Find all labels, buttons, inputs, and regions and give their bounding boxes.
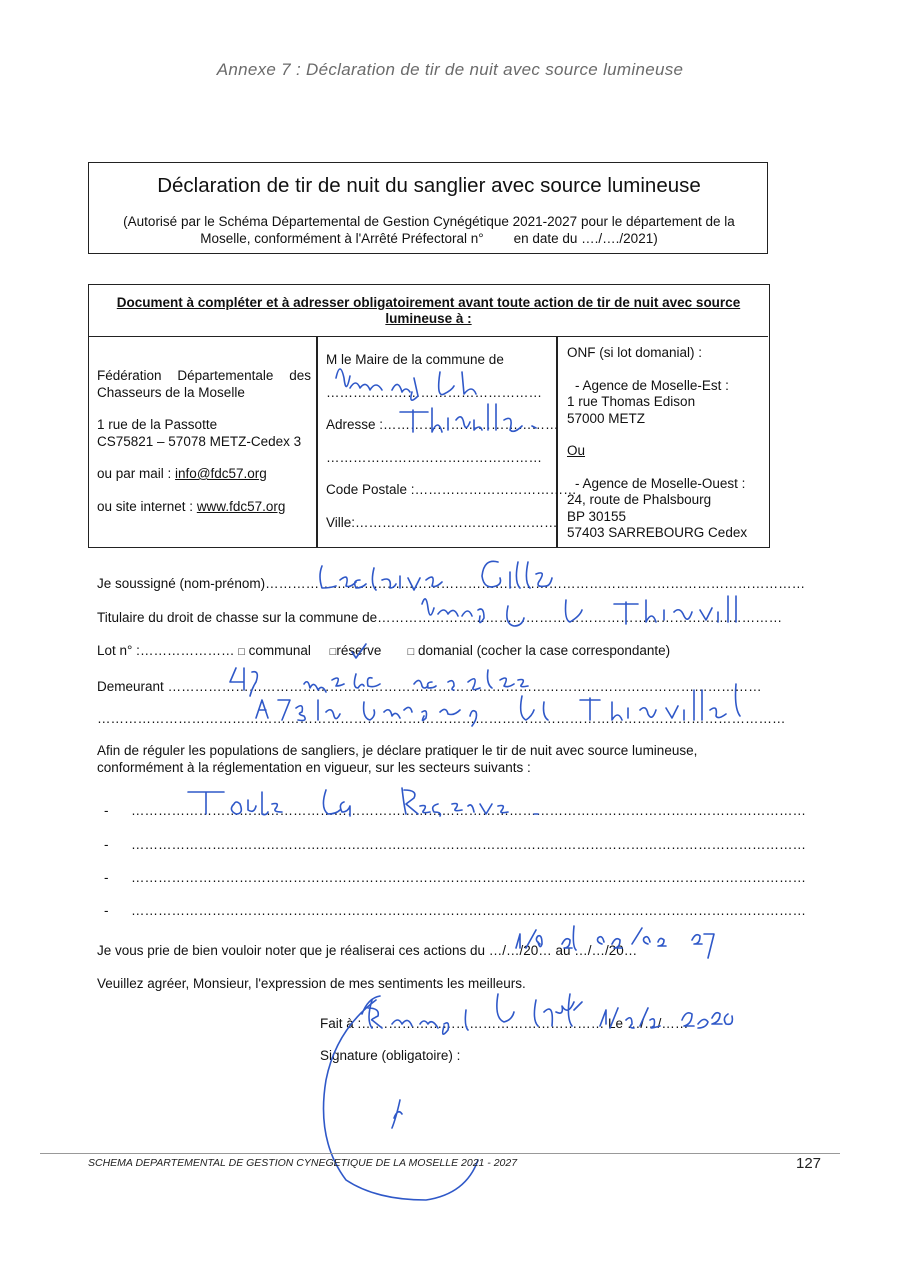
titulaire-dots: ………………………………………………………………………………: [377, 610, 783, 625]
communal-label: communal: [248, 643, 311, 658]
handwritten-commune: [336, 369, 476, 400]
handwritten-commune-2: [400, 404, 536, 432]
subtitle-line-1: (Autorisé par le Schéma Départemental de Gestion Cynégétique 2021-2027 pour le département de la: [123, 214, 735, 229]
signature-label: Signature (obligatoire) :: [320, 1048, 461, 1063]
cp-label: Code Postale :: [326, 482, 415, 497]
form-title: Déclaration de tir de nuit du sanglier avec source lumineuse: [157, 174, 701, 197]
onf-est-line-2: 1 rue Thomas Edison: [567, 394, 696, 409]
demeurant-line-2[interactable]: ………………………………………………………………………………………………………………………………………: [97, 711, 786, 726]
onf-ouest-line-2: 24, route de Phalsbourg: [567, 492, 712, 507]
demeurant-label: Demeurant: [97, 679, 164, 694]
site-prefix: ou site internet :: [97, 498, 197, 514]
reserve-checkmark: [352, 644, 366, 658]
handwritten-address-2: [256, 684, 740, 726]
reserve-label: réserve: [336, 643, 382, 658]
lot-dots[interactable]: …………………: [139, 643, 235, 658]
subtitle-line-2: Moselle, conformément à l'Arrêté Préfectoral n° en date du …./…./2021): [200, 231, 658, 246]
demeurant-dots: ……………………………………………………………………………………………………………………: [167, 679, 762, 694]
mairie-commune-field[interactable]: …………………………………………: [326, 384, 542, 400]
fdc-line-2: Chasseurs de la Moselle: [97, 384, 245, 400]
handwritten-date-signed: [600, 1008, 732, 1028]
soussigne-dots: …………………………………………………………………………………………………………: [265, 576, 806, 591]
adresse-dots: …………………………………: [383, 417, 559, 432]
dates-label: Je vous prie de bien vouloir noter que je réaliserai ces actions du: [97, 943, 485, 958]
sector-dash: -: [104, 803, 109, 818]
ville-label: Ville:: [326, 514, 356, 530]
checkbox-communal[interactable]: □: [238, 646, 245, 658]
mail-link[interactable]: info@fdc57.org: [175, 466, 267, 481]
intro-line-2: conformément à la réglementation en vigueur, sur les secteurs suivants :: [97, 760, 531, 775]
mail-prefix: ou par mail :: [97, 466, 176, 481]
footer-text: SCHEMA DEPARTEMENTAL DE GESTION CYNEGETIQUE DE LA MOSELLE 2021 - 2027: [88, 1157, 518, 1169]
onf-est-line-3: 57000 METZ: [567, 410, 646, 426]
fait-dots: ………………………………………………: [361, 1016, 605, 1031]
lot-label: Lot n° :: [97, 643, 140, 658]
handwritten-name: [320, 561, 552, 590]
mairie-line-1: M le Maire de la commune de: [326, 352, 504, 367]
onf-ouest-line-1: - Agence de Moselle-Ouest :: [575, 475, 746, 491]
sector-dash: -: [104, 903, 109, 918]
adresse-label: Adresse :: [326, 417, 384, 432]
footer-rule: [40, 1153, 840, 1154]
closing-line: Veuillez agréer, Monsieur, l'expression de mes sentiments les meilleurs.: [97, 976, 526, 991]
fait-label: Fait à :: [320, 1016, 362, 1031]
recipients-header-line-1: Document à compléter et à adresser obligatoirement avant toute action de tir de nuit avec source: [116, 295, 741, 310]
onf-ou: Ou: [567, 443, 586, 458]
sector-dash: -: [104, 837, 109, 852]
mairie-adresse-line-2[interactable]: …………………………………………: [326, 449, 542, 465]
handwritten-dates: [516, 926, 714, 958]
sector-dots: ……………………………………………………………………………………………………………………………………: [131, 803, 807, 818]
site-link[interactable]: www.fdc57.org: [196, 498, 286, 514]
page-number: 127: [796, 1155, 822, 1172]
le-label: Le: [608, 1016, 624, 1031]
onf-est-line-1: - Agence de Moselle-Est :: [575, 377, 729, 393]
handwritten-sector: [188, 788, 538, 816]
signature: [324, 996, 479, 1200]
intro-line-1: Afin de réguler les populations de sangliers, je déclare pratiquer le tir de nuit avec source lumineuse,: [97, 743, 698, 758]
onf-ouest-line-4: 57403 SARREBOURG Cedex: [567, 525, 748, 540]
sector-dots: ……………………………………………………………………………………………………………………………………: [131, 870, 807, 885]
fdc-line-4: CS75821 – 57078 METZ-Cedex 3: [97, 433, 302, 449]
handwritten-place: [368, 994, 582, 1034]
dates-value: …/…/20… au …/…/20…: [488, 943, 638, 958]
cp-dots: ………………………………: [414, 482, 577, 497]
handwritten-address-1: [230, 668, 528, 696]
fdc-line-1: Fédération Départementale des: [97, 368, 311, 383]
handwritten-titulaire: [422, 596, 736, 626]
onf-title: ONF (si lot domanial) :: [567, 345, 703, 360]
domanial-label: domanial (cocher la case correspondante): [418, 643, 671, 658]
checkbox-reserve[interactable]: □: [329, 646, 337, 658]
sector-dash: -: [104, 870, 109, 885]
sector-dots: ……………………………………………………………………………………………………………………………………: [131, 903, 807, 918]
fdc-line-3: 1 rue de la Passotte: [97, 417, 218, 432]
sector-dots: ……………………………………………………………………………………………………………………………………: [131, 837, 807, 852]
recipients-header-line-2: lumineuse à :: [385, 311, 472, 326]
titulaire-label: Titulaire du droit de chasse sur la commune de: [97, 610, 378, 625]
checkbox-domanial[interactable]: □: [407, 646, 415, 658]
ville-dots: ………………………………………: [355, 514, 558, 530]
le-dots: …/…/……: [626, 1016, 689, 1031]
soussigne-label: Je soussigné (nom-prénom): [97, 576, 266, 591]
onf-ouest-line-3: BP 30155: [567, 508, 627, 524]
annex-title: Annexe 7 : Déclaration de tir de nuit avec source lumineuse: [216, 60, 684, 79]
